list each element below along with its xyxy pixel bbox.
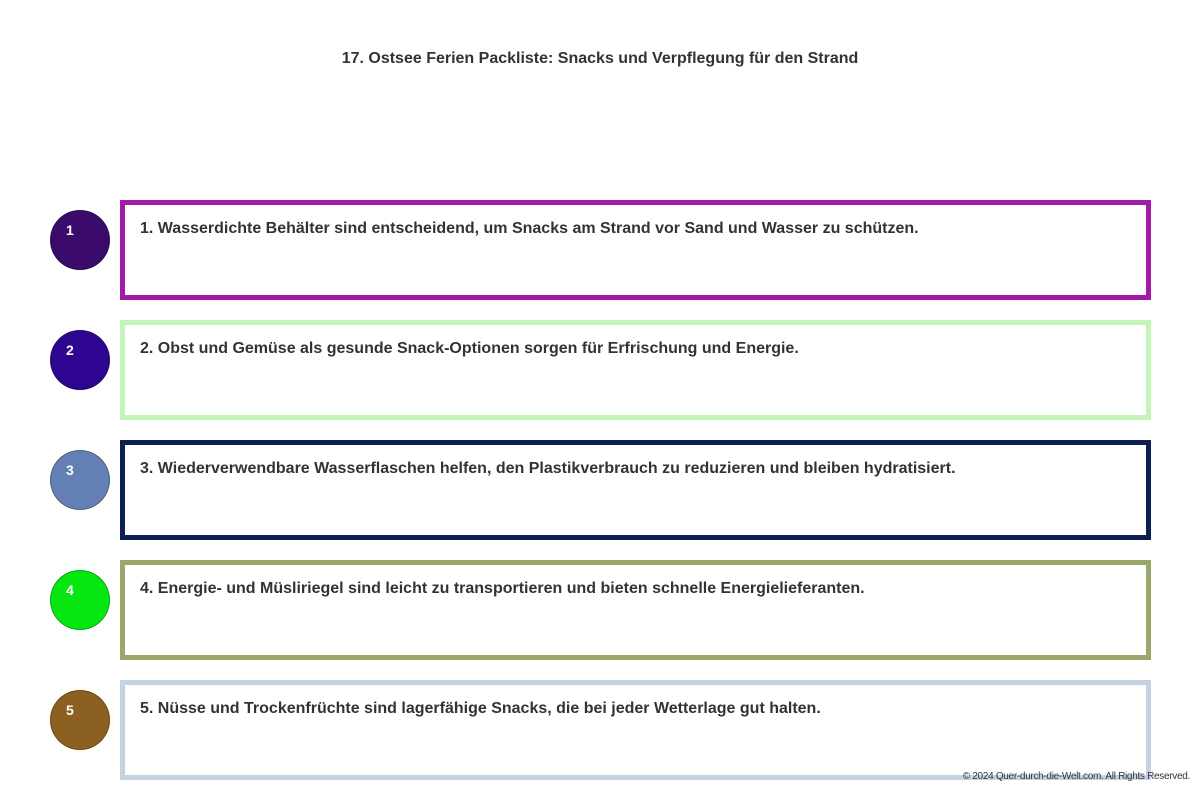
item-number: 2 bbox=[66, 342, 74, 358]
list-item bbox=[0, 320, 1200, 420]
number-circle bbox=[50, 570, 110, 630]
list-item bbox=[0, 560, 1200, 660]
item-number: 5 bbox=[66, 702, 74, 718]
item-number: 3 bbox=[66, 462, 74, 478]
item-box bbox=[120, 680, 1151, 780]
item-box bbox=[120, 440, 1151, 540]
number-circle bbox=[50, 690, 110, 750]
number-circle bbox=[50, 330, 110, 390]
item-text: 3. Wiederverwendbare Wasserflaschen helfen, den Plastikverbrauch zu reduzieren und bleiben hydratisiert. bbox=[140, 460, 956, 477]
page-title: 17. Ostsee Ferien Packliste: Snacks und Verpflegung für den Strand bbox=[341, 50, 859, 67]
item-text: 5. Nüsse und Trockenfrüchte sind lagerfähige Snacks, die bei jeder Wetterlage gut halten. bbox=[140, 700, 821, 717]
number-circle bbox=[50, 450, 110, 510]
item-box bbox=[120, 560, 1151, 660]
item-text: 2. Obst und Gemüse als gesunde Snack-Optionen sorgen für Erfrischung und Energie. bbox=[140, 340, 799, 357]
item-box bbox=[120, 320, 1151, 420]
number-circle bbox=[50, 210, 110, 270]
list-item bbox=[0, 440, 1200, 540]
item-number: 1 bbox=[66, 222, 74, 238]
item-text: 4. Energie- und Müsliriegel sind leicht zu transportieren und bieten schnelle Energielieferanten. bbox=[140, 580, 865, 597]
list-item bbox=[0, 200, 1200, 300]
item-text: 1. Wasserdichte Behälter sind entscheidend, um Snacks am Strand vor Sand und Wasser zu schützen. bbox=[140, 220, 919, 237]
item-number: 4 bbox=[66, 582, 74, 598]
list-item bbox=[0, 680, 1200, 780]
item-box bbox=[120, 200, 1151, 300]
copyright-footer: © 2024 Quer-durch-die-Welt.com. All Rights Reserved. bbox=[962, 771, 1190, 782]
